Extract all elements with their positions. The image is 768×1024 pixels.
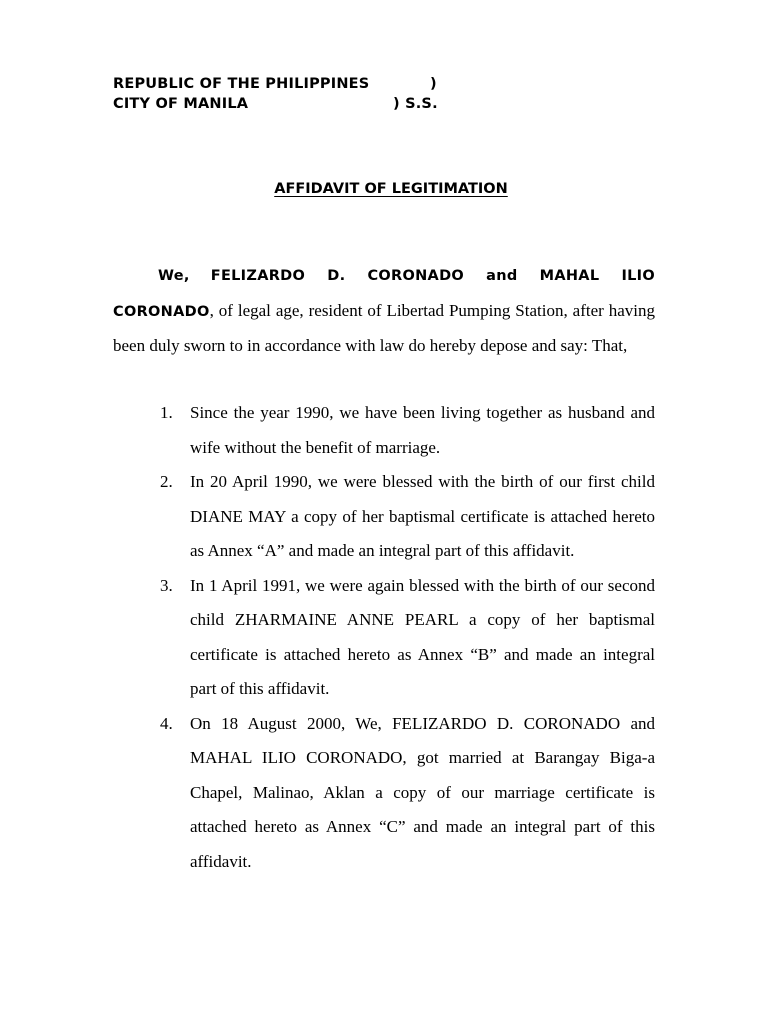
intro-rest: , of legal age, resident of Libertad Pumping Station, after having been duly sworn to in accordance with law do hereby depose and say: That, [113, 300, 655, 355]
venue-city-mark: ) S.S. [393, 96, 438, 112]
intro-lead: We, [158, 268, 190, 284]
list-item-number: 3. [160, 575, 173, 595]
venue-country-mark: ) [430, 76, 437, 92]
numbered-list [113, 396, 655, 879]
list-item-number: 2. [160, 472, 173, 491]
list-item-number: 1. [160, 403, 173, 422]
venue-line-country [113, 74, 437, 94]
list-item-text: In 20 April 1990, we were blessed with the birth of our first child DIANE MAY a copy of her baptismal certificate is attached hereto as Annex “A” and made an integral part of this affidavit. [190, 472, 655, 560]
list-item [113, 396, 655, 465]
affiant-names: FELIZARDO D. CORONADO and MAHAL ILIO CORONADO [113, 268, 656, 320]
list-item-text: On 18 August 2000, We, FELIZARDO D. CORONADO and MAHAL ILIO CORONADO, got married at Barangay Biga-a Chapel, Malinao, Aklan a copy of our marriage certificate is attached hereto as Annex “C” and made an integral part of this affidavit. [190, 713, 655, 871]
list-item [113, 707, 655, 880]
document-title-wrap [0, 179, 768, 199]
list-item [113, 569, 655, 707]
intro-paragraph [113, 258, 655, 364]
list-item-number: 4. [160, 713, 173, 733]
list-item [113, 465, 655, 569]
document-title: AFFIDAVIT OF LEGITIMATION [274, 181, 508, 197]
venue-block [113, 74, 438, 114]
venue-line-city [113, 94, 438, 114]
list-item-text: Since the year 1990, we have been living together as husband and wife without the benefit of marriage. [190, 403, 655, 457]
venue-city: CITY OF MANILA [113, 96, 249, 112]
venue-country: REPUBLIC OF THE PHILIPPINES [113, 76, 370, 92]
list-item-text: In 1 April 1991, we were again blessed with the birth of our second child ZHARMAINE ANNE PEARL a copy of her baptismal certificate is attached hereto as Annex “B” and made an integral part of this affidavit. [190, 575, 655, 698]
